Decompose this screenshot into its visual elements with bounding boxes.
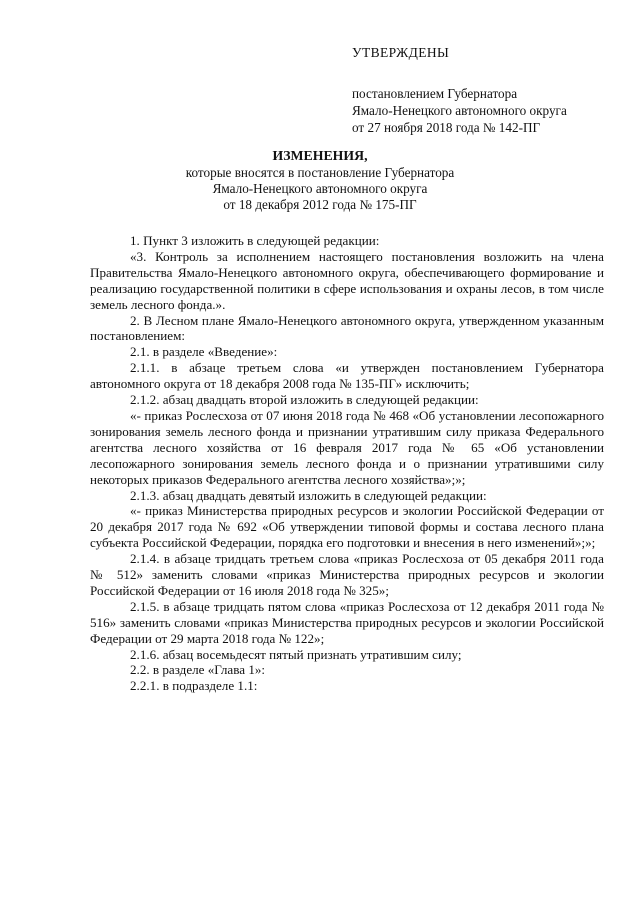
paragraph: 2.1.1. в абзаце третьем слова «и утвержден постановлением Губернатора автономного округа от 18 декабря 2008 года № 135-ПГ» исключить;	[90, 360, 604, 392]
document-title-line: от 18 декабря 2012 года № 175-ПГ	[223, 197, 417, 212]
paragraph: 2.1.3. абзац двадцать девятый изложить в следующей редакции:	[130, 487, 487, 503]
document-title-main: ИЗМЕНЕНИЯ,	[272, 148, 368, 163]
approval-line: от 27 ноября 2018 года № 142-ПГ	[352, 120, 541, 135]
document-title	[90, 148, 550, 213]
paragraph: 2.2.1. в подразделе 1.1:	[130, 678, 258, 694]
approval-line: Ямало-Ненецкого автономного округа	[352, 103, 567, 118]
paragraph: 2.1.4. в абзаце тридцать третьем слова «приказ Рослесхоза от 05 декабря 2011 года № 512» заменить словами «приказ Министерства природных ресурсов и экологии Российской Федерации от 16 июля 2018 года № 325»;	[90, 551, 604, 598]
paragraph: 1. Пункт 3 изложить в следующей редакции:	[130, 233, 380, 248]
paragraph: 2.1.6. абзац восемьдесят пятый признать утратившим силу;	[130, 646, 462, 662]
document-title-line: Ямало-Ненецкого автономного округа	[212, 181, 428, 196]
approval-heading: УТВЕРЖДЕНЫ	[352, 45, 450, 60]
paragraph: «- приказ Рослесхоза от 07 июня 2018 года № 468 «Об установлении лесопожарного зонирования земель лесного фонда и признании утратившим силу приказа Федерального агентства лесного хозяйства от 16 февраля 2017 года № 65 «Об установлении лесопожарного зонирования земель лесного фонда и о признании утратившими силу некоторых приказов Федерального агентства лесного хозяйства»;»;	[90, 407, 604, 487]
approval-stamp	[352, 44, 612, 136]
paragraph: 2.2. в разделе «Глава 1»:	[130, 662, 266, 678]
paragraph: «3. Контроль за исполнением настоящего постановления возложить на члена Правительства Ямало-Ненецкого автономного округа, обеспечивающего формирование и реализацию государственной политики в сфере использования и охраны лесов, в том числе земель лесного фонда.».	[90, 248, 604, 312]
paragraph: 2.1.2. абзац двадцать второй изложить в следующей редакции:	[130, 392, 479, 408]
document-title-line: которые вносятся в постановление Губернатора	[185, 165, 455, 180]
paragraph: «- приказ Министерства природных ресурсов и экологии Российской Федерации от 20 декабря 2017 года № 692 «Об утверждении типовой формы и состава лесного плана субъекта Российской Федерации, порядка его подготовки и внесения в него изменений»;»;	[90, 503, 604, 551]
paragraph: 2. В Лесном плане Ямало-Ненецкого автономного округа, утвержденном указанным постановлением:	[90, 312, 604, 344]
approval-line: постановлением Губернатора	[352, 86, 518, 101]
paragraph: 2.1.5. в абзаце тридцать пятом слова «приказ Рослесхоза от 12 декабря 2011 года № 516» заменить словами «приказ Министерства природных ресурсов и экологии Российской Федерации от 29 марта 2018 года № 122»;	[90, 598, 604, 646]
paragraph: 2.1. в разделе «Введение»:	[130, 344, 278, 360]
document-body	[90, 233, 604, 694]
